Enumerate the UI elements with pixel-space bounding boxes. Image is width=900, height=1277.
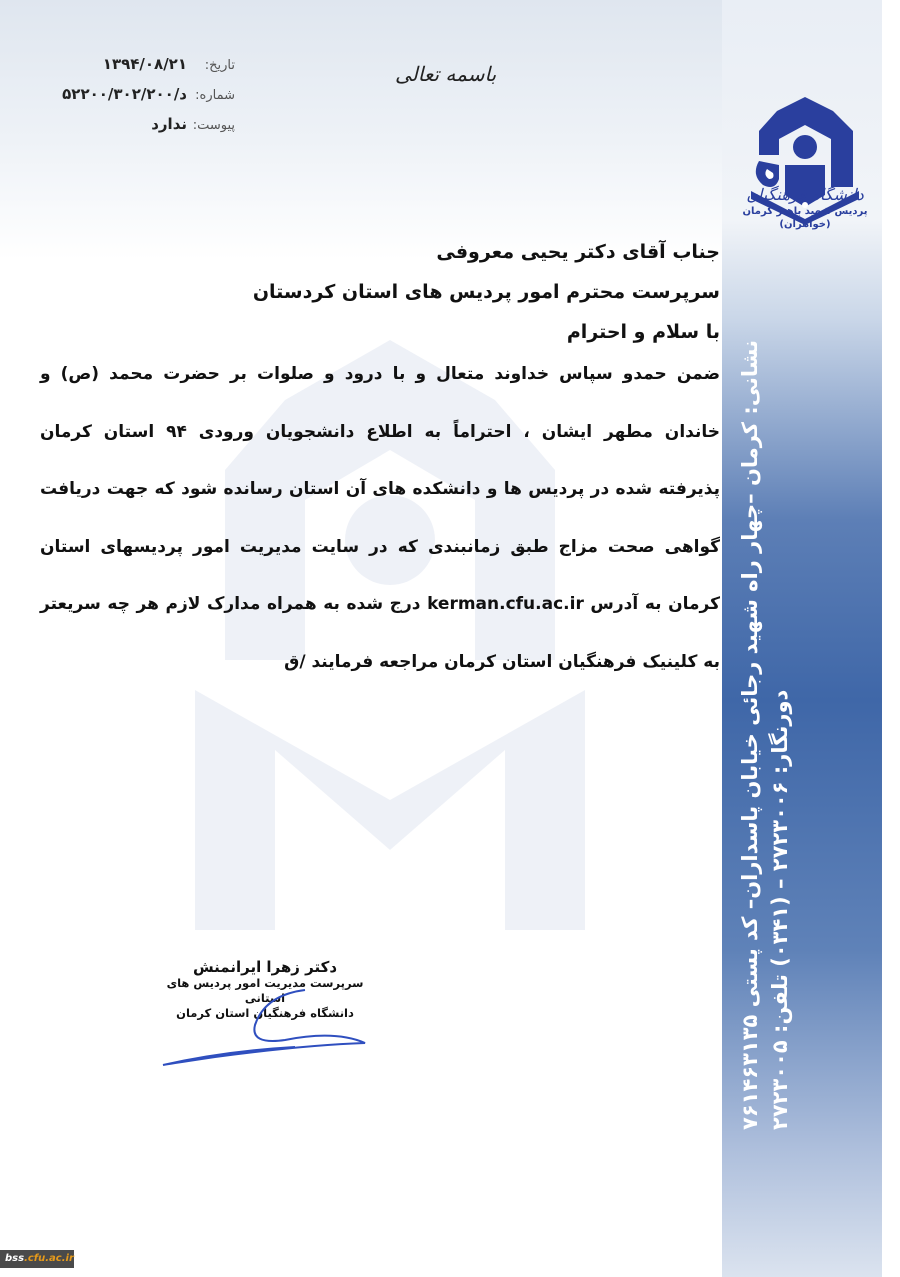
greeting: با سلام و احترام [566,321,720,343]
university-logo-icon [745,60,865,260]
signatory-title: سرپرست مدیریت امور پردیس های استانی [166,976,364,1005]
contact-line: دورنگار: ۲۷۲۳۰۰۶ – (۰۳۴۱) تلفن: ۲۷۲۳۰۰۵ [768,689,792,1130]
signatory-name: دکتر زهرا ایرانمنش [192,958,338,976]
sidebar-address [728,340,796,1130]
logo-caption [730,185,880,230]
bismillah-heading: باسمه تعالی [395,62,497,86]
website-link[interactable]: kerman.cfu.ac.ir [427,594,584,614]
logo-university-name: دانشگاه فرهنگیان [746,185,864,204]
signature-scribble-icon [155,985,375,1075]
recipient-name: جناب آقای دکتر یحیی معروفی [436,241,720,263]
letter-paragraph [40,346,720,691]
logo-campus-name: پردیس شهید باهنر کرمان [742,206,868,217]
meta-value: ۱۳۹۴/۰۸/۲۱ [102,55,187,73]
meta-value: ندارد [151,115,187,133]
meta-number [40,85,235,115]
paragraph-text: درج شده به همراه مدارک لازم هر چه سریعتر به کلینیک فرهنگیان استان کرمان مراجعه فرمایند /ق [40,594,720,672]
meta-attachment [40,115,235,145]
signatory-org: دانشگاه فرهنگیان استان کرمان [176,1006,354,1020]
recipient-title: سرپرست محترم امور پردیس های استان کردستان [252,281,720,303]
badge-prefix: bss [5,1253,25,1264]
letter-meta [40,55,235,145]
site-badge[interactable] [0,1250,74,1268]
address-line: نشانی: کرمان –چهار راه شهید رجائی خیابان پاسداران– کد پستی ۷۶۱۴۶۳۱۳۵ [738,339,762,1130]
paragraph-text: ضمن حمدو سپاس خداوند متعال و با درود و صلوات بر حضرت محمد (ص) و خاندان مطهر ایشان ، احتراماً به اطلاع دانشجویان ورودی ۹۴ استان کرمان پذیرفته شده در پردیس ها و دانشکده های آن استان رسانده شود که جهت دریافت گواهی صحت مزاج طبق زمانبندی که در سایت مدیریت امور پردیسهای استان کرمان به آدرس [40,364,721,614]
page-edge [882,0,900,1277]
badge-domain: .cfu.ac.ir [24,1253,74,1264]
meta-label: شماره: [195,88,235,103]
logo-campus-type: (خواهران) [779,219,831,230]
letter-body [40,232,720,691]
meta-label: پیوست: [192,118,235,133]
meta-label: تاریخ: [204,58,235,73]
meta-date [40,55,235,85]
meta-value: د/۵۲۲۰۰/۳۰۲/۲۰۰ [62,85,187,103]
